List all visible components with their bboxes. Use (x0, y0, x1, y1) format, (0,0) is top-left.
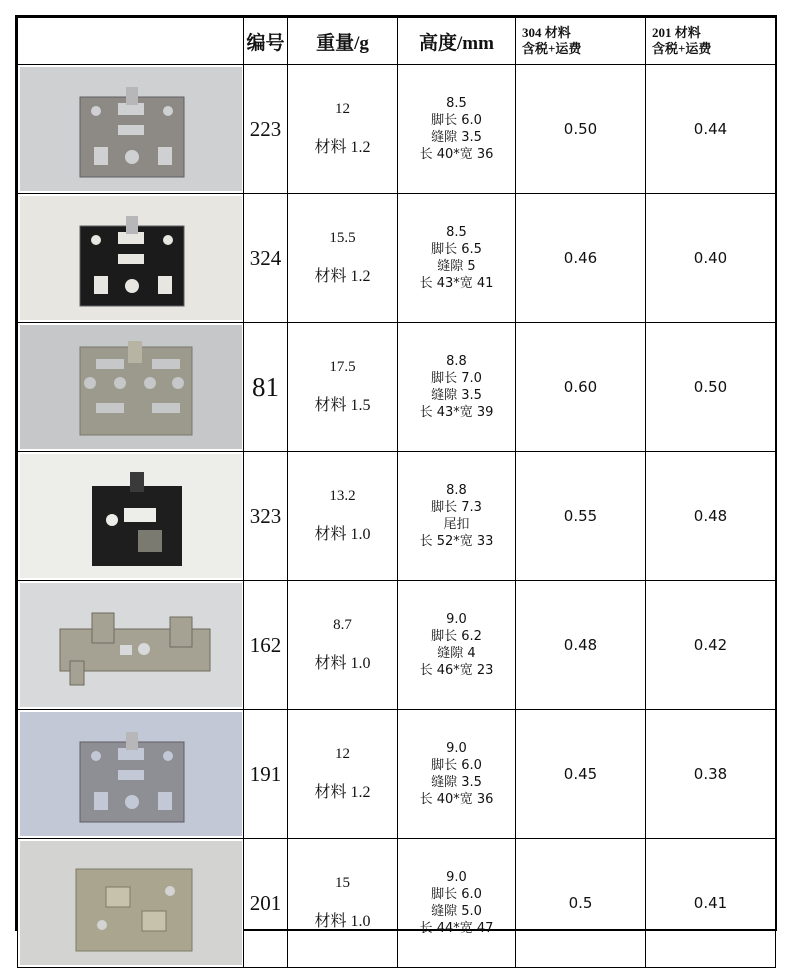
table-row (18, 194, 776, 323)
material-thickness: 材料 1.0 (314, 526, 371, 543)
price-304: 0.46 (516, 194, 646, 323)
weight-cell (288, 452, 398, 581)
gap-spec: 缝隙 5.0 (431, 904, 482, 919)
price-201: 0.50 (646, 323, 776, 452)
feet-length: 脚长 6.0 (431, 113, 482, 128)
height-value: 8.5 (446, 96, 467, 111)
header-height: 高度/mm (398, 18, 516, 65)
table-row (18, 581, 776, 710)
dimension-cell (398, 323, 516, 452)
product-code: 162 (244, 581, 288, 710)
product-photo-cell (18, 452, 244, 581)
header-304-line2: 含税+运费 (522, 41, 582, 56)
stainless-clip-photo (20, 67, 242, 191)
product-photo-cell (18, 839, 244, 968)
stainless-clip-photo (20, 712, 242, 836)
product-photo-cell (18, 194, 244, 323)
height-value: 8.8 (446, 483, 467, 498)
material-thickness: 材料 1.5 (314, 397, 371, 414)
header-201-line1: 201 材料 (652, 25, 701, 40)
weight-cell (288, 65, 398, 194)
feet-length: 脚长 7.3 (431, 500, 482, 515)
size-spec: 长 43*宽 39 (419, 405, 494, 420)
material-thickness: 材料 1.0 (314, 655, 371, 672)
price-304: 0.48 (516, 581, 646, 710)
weight-cell (288, 194, 398, 323)
price-304: 0.60 (516, 323, 646, 452)
material-thickness: 材料 1.2 (314, 139, 371, 156)
weight-value: 15.5 (329, 230, 356, 246)
height-value: 9.0 (446, 741, 467, 756)
dimension-cell (398, 710, 516, 839)
header-304-line1: 304 材料 (522, 25, 571, 40)
size-spec: 长 52*宽 33 (419, 534, 494, 549)
size-spec: 长 46*宽 23 (419, 663, 494, 678)
size-spec: 长 40*宽 36 (419, 147, 494, 162)
header-photo-cell (18, 18, 244, 65)
table-row (18, 452, 776, 581)
price-304: 0.5 (516, 839, 646, 968)
price-sheet (15, 15, 777, 936)
gap-spec: 缝隙 4 (437, 646, 476, 661)
feet-length: 脚长 6.0 (431, 887, 482, 902)
header-row (18, 18, 776, 65)
product-photo-cell (18, 323, 244, 452)
gap-spec: 缝隙 3.5 (431, 388, 482, 403)
feet-length: 脚长 6.5 (431, 242, 482, 257)
price-201: 0.40 (646, 194, 776, 323)
price-201: 0.42 (646, 581, 776, 710)
weight-value: 17.5 (329, 359, 356, 375)
price-201: 0.38 (646, 710, 776, 839)
weight-cell (288, 323, 398, 452)
black-tail-clip-photo (20, 454, 242, 578)
weight-value: 15 (335, 875, 350, 891)
black-clip-photo (20, 196, 242, 320)
header-price-304 (516, 18, 646, 65)
gap-spec: 缝隙 3.5 (431, 130, 482, 145)
header-price-201 (646, 18, 776, 65)
price-201: 0.41 (646, 839, 776, 968)
spec-table (17, 17, 776, 968)
material-thickness: 材料 1.2 (314, 268, 371, 285)
height-value: 9.0 (446, 870, 467, 885)
gap-spec: 缝隙 5 (437, 259, 476, 274)
weight-value: 12 (335, 101, 350, 117)
product-code: 324 (244, 194, 288, 323)
dimension-cell (398, 194, 516, 323)
table-row (18, 323, 776, 452)
feet-length: 脚长 6.0 (431, 758, 482, 773)
weight-cell (288, 710, 398, 839)
price-304: 0.55 (516, 452, 646, 581)
product-code: 81 (244, 323, 288, 452)
product-photo-cell (18, 65, 244, 194)
feet-length: 脚长 7.0 (431, 371, 482, 386)
weight-value: 12 (335, 746, 350, 762)
table-row (18, 839, 776, 968)
price-304: 0.50 (516, 65, 646, 194)
long-clip-photo (20, 583, 242, 707)
dimension-cell (398, 581, 516, 710)
weight-cell (288, 839, 398, 968)
price-201: 0.44 (646, 65, 776, 194)
gap-spec: 尾扣 (443, 517, 470, 532)
header-code: 编号 (244, 18, 288, 65)
dimension-cell (398, 65, 516, 194)
table-row (18, 710, 776, 839)
header-201-line2: 含税+运费 (652, 41, 712, 56)
product-code: 191 (244, 710, 288, 839)
header-weight: 重量/g (288, 18, 398, 65)
dimension-cell (398, 839, 516, 968)
product-code: 201 (244, 839, 288, 968)
dimension-cell (398, 452, 516, 581)
size-spec: 长 43*宽 41 (419, 276, 494, 291)
product-code: 223 (244, 65, 288, 194)
weight-value: 8.7 (333, 617, 352, 633)
weight-cell (288, 581, 398, 710)
weight-value: 13.2 (329, 488, 356, 504)
feet-length: 脚长 6.2 (431, 629, 482, 644)
height-value: 8.8 (446, 354, 467, 369)
table-row (18, 65, 776, 194)
double-slot-clip-photo (20, 325, 242, 449)
material-thickness: 材料 1.2 (314, 784, 371, 801)
height-value: 9.0 (446, 612, 467, 627)
product-photo-cell (18, 581, 244, 710)
price-304: 0.45 (516, 710, 646, 839)
height-value: 8.5 (446, 225, 467, 240)
size-spec: 长 40*宽 36 (419, 792, 494, 807)
size-spec: 长 44*宽 47 (419, 921, 494, 936)
cross-clip-photo (20, 841, 242, 965)
material-thickness: 材料 1.0 (314, 913, 371, 930)
price-201: 0.48 (646, 452, 776, 581)
gap-spec: 缝隙 3.5 (431, 775, 482, 790)
product-photo-cell (18, 710, 244, 839)
product-code: 323 (244, 452, 288, 581)
